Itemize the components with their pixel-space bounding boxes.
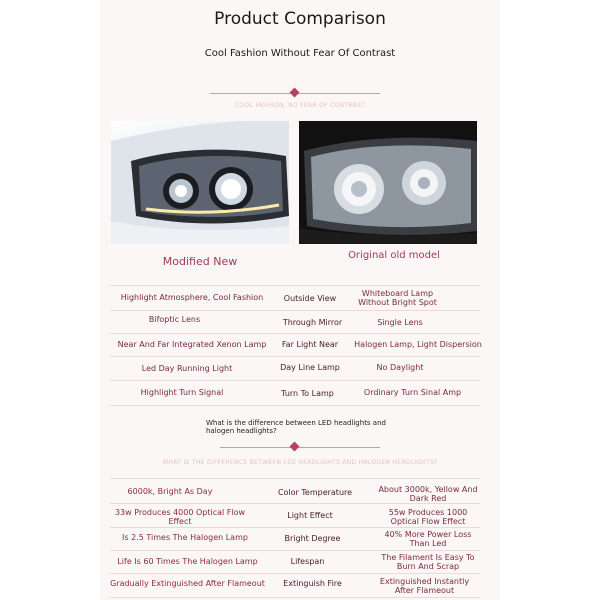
table-cell-right: Whiteboard Lamp Without Bright Spot xyxy=(358,289,437,307)
table-cell-left: Highlight Turn Signal xyxy=(140,388,224,397)
table-cell-mid: Turn To Lamp xyxy=(281,389,334,398)
table-cell-mid: Outside View xyxy=(283,294,337,303)
table-cell-left: 33w Produces 4000 Optical Flow Effect xyxy=(114,508,246,526)
table-divider xyxy=(110,356,480,357)
table-cell-mid: Light Effect xyxy=(287,511,333,520)
table-divider xyxy=(110,310,480,311)
table-divider xyxy=(110,527,480,528)
section-divider xyxy=(220,447,380,448)
section-question: What is the difference between LED headlights and halogen headlights? xyxy=(206,419,386,435)
table-divider xyxy=(110,597,480,598)
original-caption: Original old model xyxy=(348,250,440,261)
table-cell-right: No Daylight xyxy=(376,363,424,372)
page-subtitle: Cool Fashion Without Fear Of Contrast xyxy=(204,48,396,59)
table-cell-left: Led Day Running Light xyxy=(141,364,233,373)
page-title: Product Comparison xyxy=(214,9,386,29)
table-divider xyxy=(110,333,480,334)
table-divider xyxy=(110,573,480,574)
table-cell-mid: Bright Degree xyxy=(284,534,341,543)
table-divider xyxy=(110,380,480,381)
table-cell-mid: Through Mirror xyxy=(282,318,343,327)
table-divider xyxy=(110,405,480,406)
table-cell-left: Bifoptic Lens xyxy=(148,315,201,324)
table-divider xyxy=(110,503,480,504)
modified-caption: Modified New xyxy=(162,255,238,268)
original-headlight-image xyxy=(299,121,477,244)
table-divider xyxy=(110,550,480,551)
table-cell-right: Single Lens xyxy=(377,318,423,327)
table-cell-mid: Far Light Near xyxy=(281,340,339,349)
table-cell-right: Ordinary Turn Sinal Amp xyxy=(363,388,462,397)
table-cell-right: The Filament Is Easy To Burn And Scrap xyxy=(381,553,475,571)
table-cell-left: 6000k, Bright As Day xyxy=(127,487,213,496)
table-cell-mid: Lifespan xyxy=(290,557,325,566)
table-divider xyxy=(110,285,480,286)
table-cell-right: 55w Produces 1000 Optical Flow Effect xyxy=(388,508,468,526)
table-cell-mid: Color Temperature xyxy=(277,488,353,497)
table-divider xyxy=(110,478,480,479)
table-cell-left: Gradually Extinguished After Flameout xyxy=(110,579,265,588)
table-cell-left: Near And Far Integrated Xenon Lamp xyxy=(117,340,267,349)
table-cell-right: About 3000k, Yellow And Dark Red xyxy=(378,485,478,503)
table-cell-left: Life Is 60 Times The Halogen Lamp xyxy=(117,557,258,566)
table-cell-right: Halogen Lamp, Light Dispersion xyxy=(354,340,482,349)
modified-headlight-image xyxy=(111,121,289,244)
table-cell-left: Highlight Atmosphere, Cool Fashion xyxy=(120,293,264,302)
table-cell-right: 40% More Power Loss Than Led xyxy=(384,530,472,548)
faint-caption: COOL FASHION, NO FEAR OF CONTRAST xyxy=(234,102,366,109)
faint-caption-2: WHAT IS THE DIFFERENCE BETWEEN LED HEADLIGHTS AND HALOGEN HEADLIGHTS? xyxy=(162,459,438,466)
table-cell-left: Is 2.5 Times The Halogen Lamp xyxy=(122,533,248,542)
table-cell-mid: Extinguish Fire xyxy=(283,579,342,588)
table-cell-mid: Day Line Lamp xyxy=(280,363,340,372)
table-cell-right: Extinguished Instantly After Flameout xyxy=(379,577,470,595)
